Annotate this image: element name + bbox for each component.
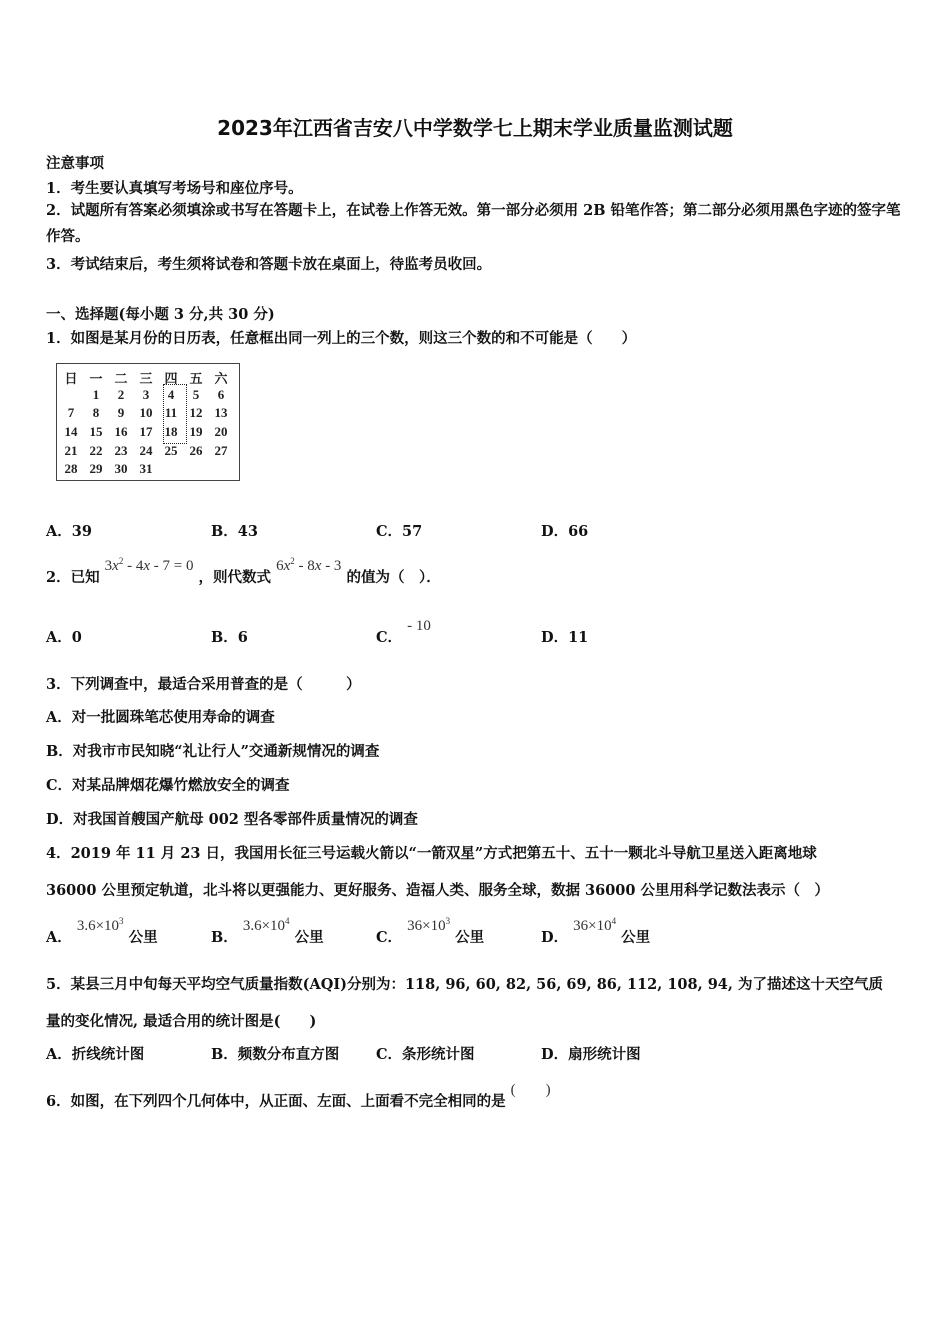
option-letter: B． [211,929,238,946]
calendar-day: 7 [67,405,75,420]
calendar-day: 28 [64,461,78,476]
calendar-header: 五 [189,371,203,386]
calendar-day: 14 [64,424,78,439]
calendar-day: 13 [214,405,228,420]
option-unit: 公里 [294,929,324,946]
calendar-day: 6 [217,387,225,402]
question-5-line-2: 量的变化情况, 最适合用的统计图是( ) [46,1013,317,1030]
option-exponent: 4 [611,916,617,926]
question-6-text: 6．如图，在下列四个几何体中，从正面、左面、上面看不完全相同的是 [46,1093,506,1110]
question-5-option-a: A．折线统计图 [46,1046,145,1063]
option-unit: 公里 [455,929,485,946]
calendar-header: 六 [214,371,228,386]
question-3-option-c: C．对某品牌烟花爆竹燃放安全的调查 [46,777,290,794]
calendar-selection-frame [163,384,187,444]
section-heading: 一、选择题(每小题 3 分,共 30 分) [46,306,275,323]
notice-item-3: 3．考试结束后，考生须将试卷和答题卡放在桌面上，待监考员收回。 [46,256,492,273]
question-3-stem: 3．下列调查中，最适合采用普查的是（ ） [46,676,361,693]
calendar-day: 20 [214,424,228,439]
question-2-option-a: A．0 [46,629,82,646]
option-value [77,918,124,934]
question-5-option-d: D．扇形统计图 [541,1046,641,1063]
calendar-header: 日 [64,371,78,386]
calendar-header: 二 [114,371,128,386]
question-2-option-c [376,618,431,647]
calendar-header: 四 [164,371,178,386]
question-2-mid: ，则代数式 [198,569,272,586]
question-1-option-c: C．57 [376,523,423,540]
page-title: 2023年江西省吉安八中学数学七上期末学业质量监测试题 [217,116,733,140]
question-1-option-d: D．66 [541,523,589,540]
question-6-stem [46,1082,551,1111]
calendar-header: 三 [139,371,153,386]
calendar-day: 12 [189,405,203,420]
calendar-day: 23 [114,443,128,458]
option-letter: A． [46,929,72,946]
question-4-option-b [211,916,324,947]
question-2-option-d: D．11 [541,629,589,646]
calendar-day: 15 [89,424,103,439]
question-2-equation: $3x^2 - 4x - 7 = 0$ [104,556,194,574]
question-2-stem [46,556,441,587]
question-3-option-a: A．对一批圆珠笔芯使用寿命的调查 [46,709,275,726]
calendar-day: 16 [114,424,128,439]
question-3-option-b: B．对我市市民知晓“礼让行人”交通新规情况的调查 [46,743,380,760]
question-5-option-b: B．频数分布直方图 [211,1046,340,1063]
option-letter: C． [376,929,403,946]
calendar-day: 4 [167,387,175,402]
option-unit: 公里 [621,929,651,946]
calendar-day: 24 [139,443,153,458]
calendar-week-row [57,387,241,405]
notice-item-1: 1．考生要认真填写考场号和座位序号。 [46,180,303,197]
calendar-day: 5 [192,387,200,402]
calendar-day: 3 [142,387,150,402]
calendar-day: 1 [92,387,100,402]
calendar-day: 30 [114,461,128,476]
question-4-line-1: 4．2019 年 11 月 23 日，我国用长征三号运载火箭以“一箭双星”方式把第五十、五十一颗北斗导航卫星送入距离地球 [46,845,817,862]
option-exponent: 4 [285,916,290,926]
question-4-line-2: 36000 公里预定轨道，北斗将以更强能力、更好服务、造福人类、服务全球，数据 36000 公里用科学记数法表示（ ） [46,882,830,899]
calendar-table [56,363,240,481]
calendar-week-row [57,461,241,479]
option-letter: D． [541,929,569,946]
question-2-suffix: 的值为（ ）． [346,569,441,586]
notice-item-2: 2．试题所有答案必须填涂或书写在答题卡上，在试卷上作答无效。第一部分必须用 2B 铅笔作答；第二部分必须用黑色字迹的签字笔作答。 [46,202,901,245]
option-value [407,918,450,934]
calendar-week-row [57,405,241,423]
option-mantissa: 36×10 [573,918,612,934]
question-4-option-a [46,916,158,947]
option-exponent: 3 [445,916,451,926]
option-mantissa: 36×10 [407,918,446,934]
question-2-option-b: B．6 [211,629,248,646]
question-1-option-a: A．39 [46,523,92,540]
question-2-prefix: 2．已知 [46,569,100,586]
calendar-week-row [57,443,241,461]
calendar-day: 18 [164,424,178,439]
calendar-week-row [57,424,241,442]
calendar-day: 26 [189,443,203,458]
question-1-stem: 1．如图是某月份的日历表，任意框出同一列上的三个数，则这三个数的和不可能是（ ） [46,330,637,347]
option-value [573,918,616,934]
calendar-day: 22 [89,443,103,458]
question-5-option-c: C．条形统计图 [376,1046,475,1063]
calendar-day: 11 [164,405,178,420]
calendar-day: 19 [189,424,203,439]
calendar-day: 25 [164,443,178,458]
question-2-expression: $6x^2 - 8x - 3$ [276,556,342,574]
option-exponent: 3 [119,916,124,926]
notice-heading: 注意事项 [46,155,104,172]
question-2-option-c-value: - 10 [407,618,431,634]
calendar-header: 一 [89,371,103,386]
question-4-option-c [376,916,485,947]
option-value [243,918,290,934]
calendar-day: 21 [64,443,78,458]
question-1-option-b: B．43 [211,523,258,540]
calendar-day: 2 [117,387,125,402]
question-5-line-1: 5．某县三月中旬每天平均空气质量指数(AQI)分别为：118, 96, 60, 82, 56, 69, 86, 112, 108, 94, 为了描述这十天空气质 [46,976,883,993]
question-6-paren: ( ) [510,1082,551,1098]
question-4-option-d [541,916,651,947]
option-mantissa: 3.6×10 [76,918,120,934]
option-unit: 公里 [128,929,158,946]
calendar-day: 8 [92,405,100,420]
calendar-header-row [57,368,241,386]
calendar-day: 17 [139,424,153,439]
question-2-option-c-letter: C． [376,629,403,646]
option-mantissa: 3.6×10 [242,918,286,934]
calendar-day: 27 [214,443,228,458]
calendar-day: 31 [139,461,153,476]
calendar-day: 9 [117,405,125,420]
calendar-day: 29 [89,461,103,476]
question-3-option-d: D．对我国首艘国产航母 002 型各零部件质量情况的调查 [46,811,418,828]
calendar-day: 10 [139,405,153,420]
